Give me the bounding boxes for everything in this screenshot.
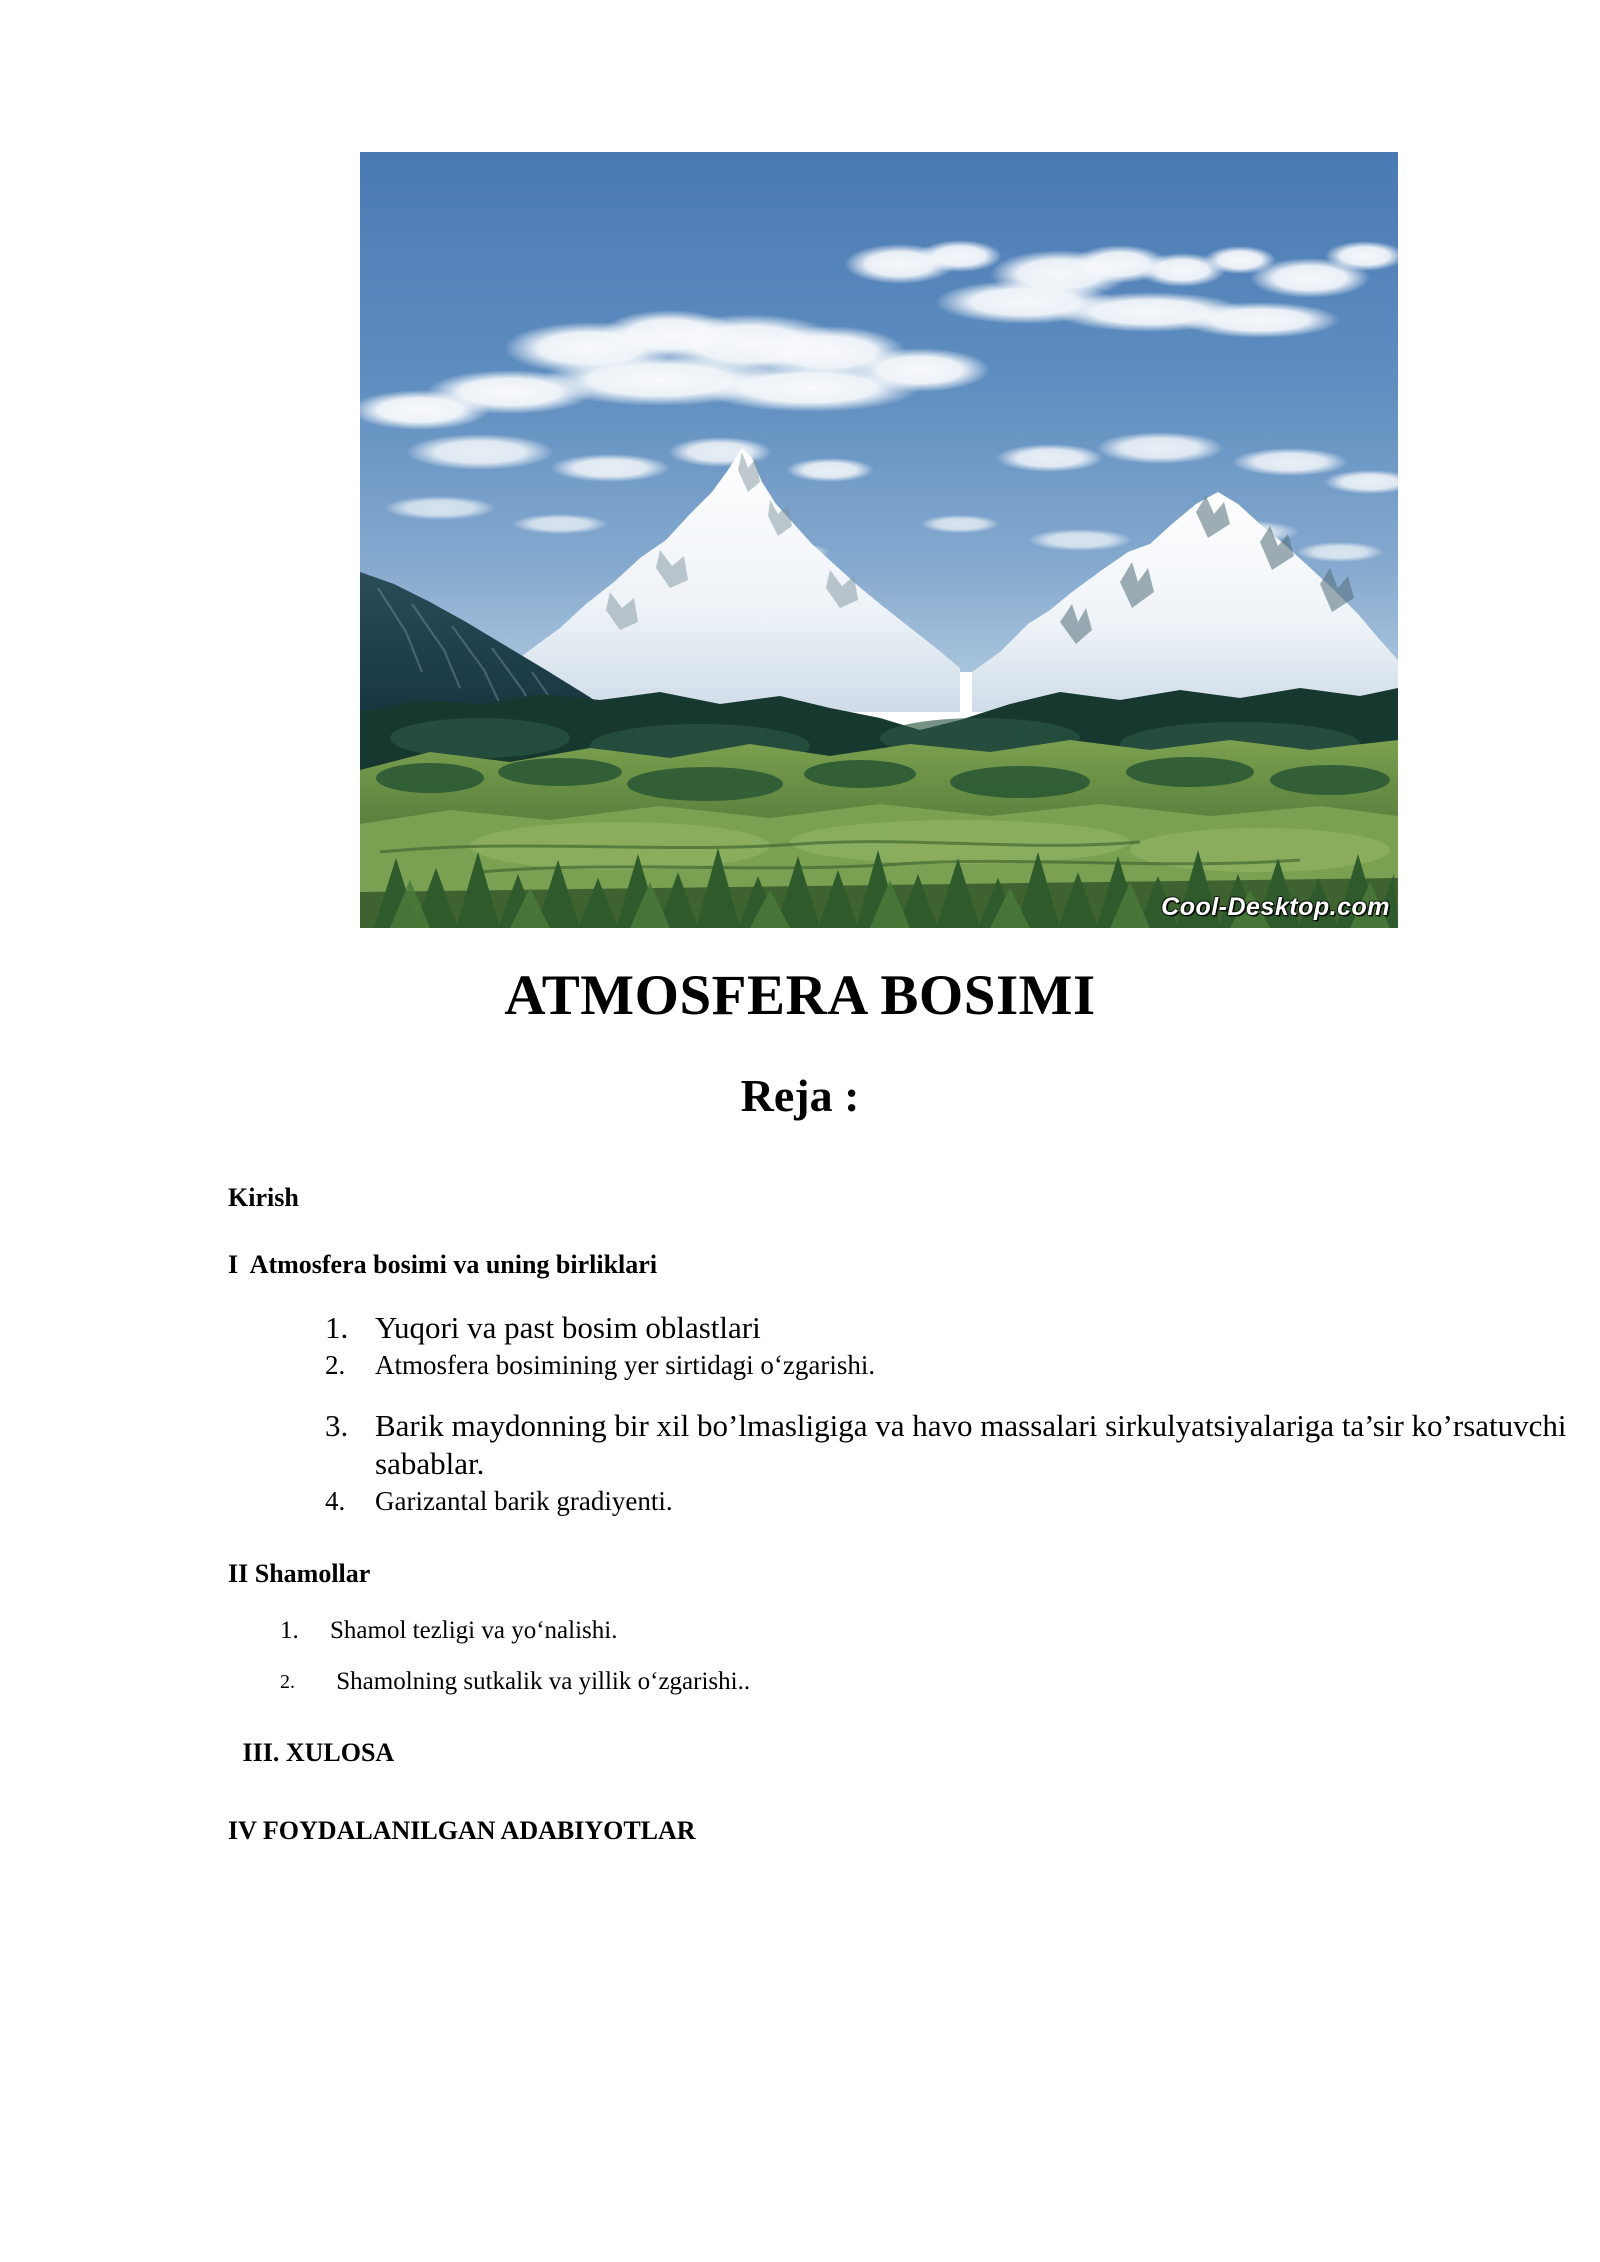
list-marker: 1. [280,1616,299,1644]
list-item-text: Shamol tezligi va yo‘nalishi. [330,1616,618,1644]
list-item-text: Barik maydonning bir xil bo’lmasligiga va havo massalari sirkulyatsiyalariga ta’sir ko’rsatuvchi sabablar. [375,1408,1567,1482]
image-watermark: Cool-Desktop.com [1161,893,1390,921]
list-item-text: Shamolning sutkalik va yillik o‘zgarishi.. [330,1668,751,1696]
list-item [325,1309,1600,1347]
list-marker: 1. [325,1309,349,1345]
mountain-landscape-illustration [360,152,1398,928]
list-item-text: Yuqori va past bosim oblastlari [375,1309,761,1345]
outline-sections [0,1182,1600,1846]
document-text-body [0,952,1600,1846]
list-item [325,1485,1600,1517]
list-marker: 2. [325,1349,346,1380]
list-item-text: Garizantal barik gradiyenti. [375,1486,673,1517]
heading-section-ii: II Shamollar [228,1558,371,1588]
hero-image [360,152,1398,928]
list-marker: 3. [325,1408,349,1444]
section-i-list [0,1309,1600,1518]
list-marker: 4. [325,1486,346,1517]
heading-kirish: Kirish [228,1183,299,1213]
page-subtitle: Reja : [740,1069,860,1121]
heading-section-iii: III. XULOSA [236,1738,395,1768]
list-item [280,1666,1600,1697]
list-marker: 2. [280,1671,295,1694]
heading-section-i: I Atmosfera bosimi va uning birliklari [228,1250,658,1280]
heading-section-iv: IV FOYDALANILGAN ADABIYOTLAR [228,1815,696,1845]
list-item [280,1615,1600,1646]
list-item-text: Atmosfera bosimining yer sirtidagi o‘zgarishi. [375,1349,876,1380]
section-ii-list [0,1615,1600,1698]
list-item [325,1349,1600,1381]
page-title: ATMOSFERA BOSIMI [504,964,1096,1027]
list-item [325,1407,1600,1483]
